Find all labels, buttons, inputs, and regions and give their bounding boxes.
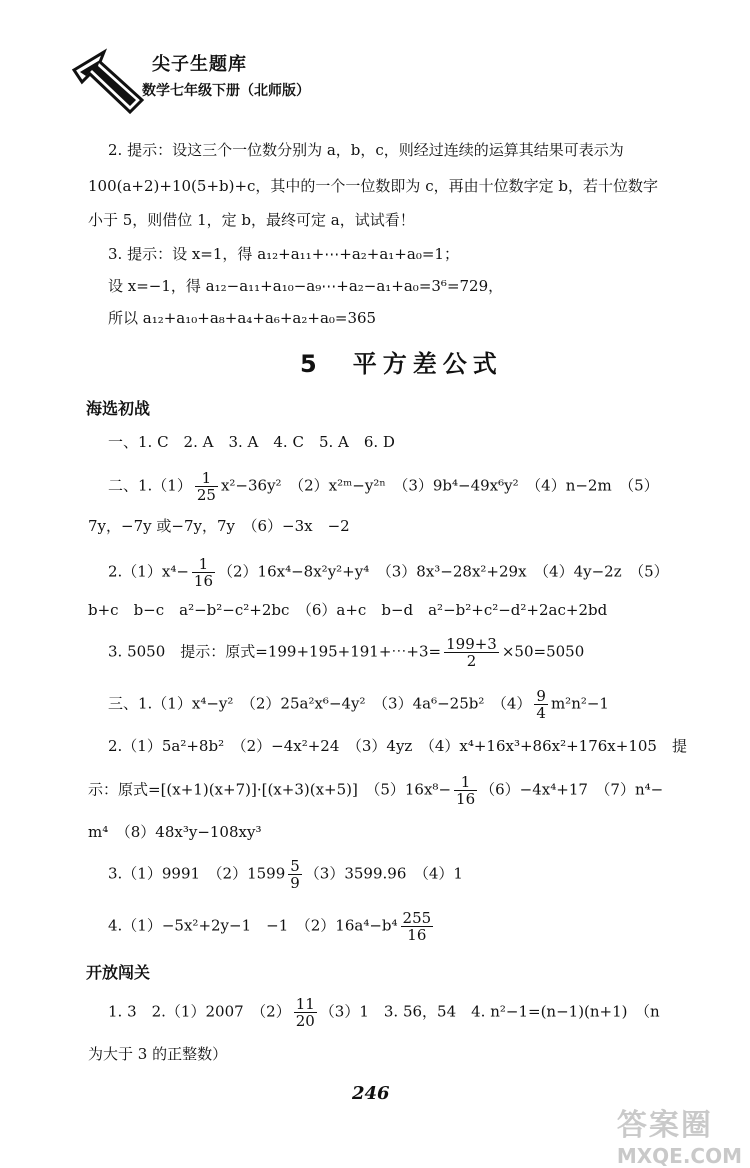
section-title-haixuan: 海选初战 <box>86 399 151 418</box>
fraction-num: 1 <box>192 556 215 573</box>
s1-line6 <box>108 636 584 669</box>
s2-line1 <box>108 996 660 1029</box>
fraction-den: 9 <box>290 874 300 892</box>
fraction-num: 199+3 <box>446 635 497 653</box>
s1-line11 <box>108 858 463 891</box>
fraction <box>294 996 317 1029</box>
section-title-kaifang: 开放闯关 <box>86 963 151 982</box>
fraction-den: 2 <box>466 652 477 670</box>
s1-line9-post: （6）−4x⁴+17 （7）n⁴− <box>480 780 664 799</box>
fraction-num: 5 <box>290 857 300 875</box>
s1-line9 <box>88 774 663 807</box>
s1-line5: b+c b−c a²−b²−c²+2bc （6）a+c b−d a²−b²+c²−d²+2ac+2bd <box>88 601 608 619</box>
book-title: 尖子生题库 <box>152 54 247 75</box>
watermark-line1: 答案圈 <box>616 1108 713 1143</box>
watermark <box>617 1100 742 1168</box>
fraction-num: 9 <box>536 687 546 705</box>
chapter-title: 5 平方差公式 <box>300 350 503 378</box>
page-number: 246 <box>352 1083 390 1104</box>
hint3-line2: 设 x=−1，得 a₁₂−a₁₁+a₁₀−a₉⋯+a₂−a₁+a₀=3⁶=729， <box>108 277 504 295</box>
fraction-num: 11 <box>295 995 315 1013</box>
s1-line2-post: x²−36y² （2）x²ᵐ−y²ⁿ （3）9b⁴−49x⁶y² （4）n−2m （5） <box>220 476 659 495</box>
fraction-den: 20 <box>295 1012 315 1030</box>
s2-line1-post: （3）1 3. 56，54 4. n²−1=(n−1)(n+1) （n <box>319 1002 660 1021</box>
fraction-den: 16 <box>407 926 427 944</box>
fraction <box>454 774 477 807</box>
fraction-num: 255 <box>402 909 432 927</box>
fraction <box>192 556 215 589</box>
s1-line7 <box>108 688 609 721</box>
s1-line4 <box>108 556 669 589</box>
s1-line6-post: ×50=5050 <box>501 642 585 661</box>
s1-line3: 7y，−7y 或−7y，7y （6）−3x −2 <box>88 517 350 535</box>
s1-line2-pre: 二、1.（1） <box>108 476 192 495</box>
s1-line4-pre: 2.（1）x⁴− <box>108 562 189 581</box>
arrow-logo-icon <box>70 48 150 118</box>
fraction-num: 1 <box>454 774 477 791</box>
fraction <box>288 858 302 891</box>
s1-line11-post: （3）3599.96 （4）1 <box>304 864 463 883</box>
s1-line2 <box>108 470 659 503</box>
s1-line9-pre: 示：原式=[(x+1)(x+7)]·[(x+3)(x+5)] （5）16x⁸− <box>88 780 452 799</box>
s1-line11-pre: 3.（1）9991 （2）1599 <box>108 864 286 883</box>
book-subtitle: 数学七年级下册（北师版） <box>142 83 310 99</box>
s1-line12 <box>108 910 436 943</box>
s2-line1-pre: 1. 3 2.（1）2007 （2） <box>108 1002 291 1021</box>
fraction-den: 16 <box>456 790 476 808</box>
s1-line1: 一、1. C 2. A 3. A 4. C 5. A 6. D <box>108 433 395 451</box>
hint3-line3: 所以 a₁₂+a₁₀+a₈+a₄+a₆+a₂+a₀=365 <box>108 309 377 327</box>
hint2-line1: 2. 提示：设这三个一位数分别为 a，b，c，则经过连续的运算其结果可表示为 <box>108 141 624 159</box>
fraction <box>195 470 218 503</box>
fraction <box>401 910 434 943</box>
s1-line7-post: m²n²−1 <box>550 694 609 713</box>
s1-line4-post: （2）16x⁴−8x²y²+y⁴ （3）8x³−28x²+29x （4）4y−2z （5） <box>218 562 669 581</box>
book-header <box>70 48 370 118</box>
hint2-line2: 100(a+2)+10(5+b)+c，其中的一个一位数即为 c，再由十位数字定 b，若十位数字 <box>88 177 658 195</box>
watermark-line2: MXQE.COM <box>616 1144 742 1168</box>
fraction-num: 1 <box>195 470 218 487</box>
fraction-den: 25 <box>196 486 216 504</box>
fraction <box>534 688 548 721</box>
s1-line10: m⁴ （8）48x³y−108xy³ <box>88 823 262 841</box>
s1-line8: 2.（1）5a²+8b² （2）−4x²+24 （3）4yz （4）x⁴+16x³+86x²+176x+105 提 <box>108 737 687 755</box>
s1-line6-pre: 3. 5050 提示：原式=199+195+191+⋯+3= <box>108 642 442 661</box>
hint3-line1: 3. 提示：设 x=1，得 a₁₂+a₁₁+⋯+a₂+a₁+a₀=1； <box>108 245 459 263</box>
s2-line2: 为大于 3 的正整数） <box>88 1045 228 1063</box>
s1-line12-pre: 4.（1）−5x²+2y−1 −1 （2）16a⁴−b⁴ <box>108 916 398 935</box>
s1-line7-pre: 三、1.（1）x⁴−y² （2）25a²x⁶−4y² （3）4a⁶−25b² （4） <box>108 694 532 713</box>
fraction-den: 16 <box>193 572 213 590</box>
fraction <box>444 636 499 669</box>
fraction-den: 4 <box>536 704 546 722</box>
hint2-line3: 小于 5，则借位 1，定 b，最终可定 a，试试看！ <box>88 211 415 229</box>
